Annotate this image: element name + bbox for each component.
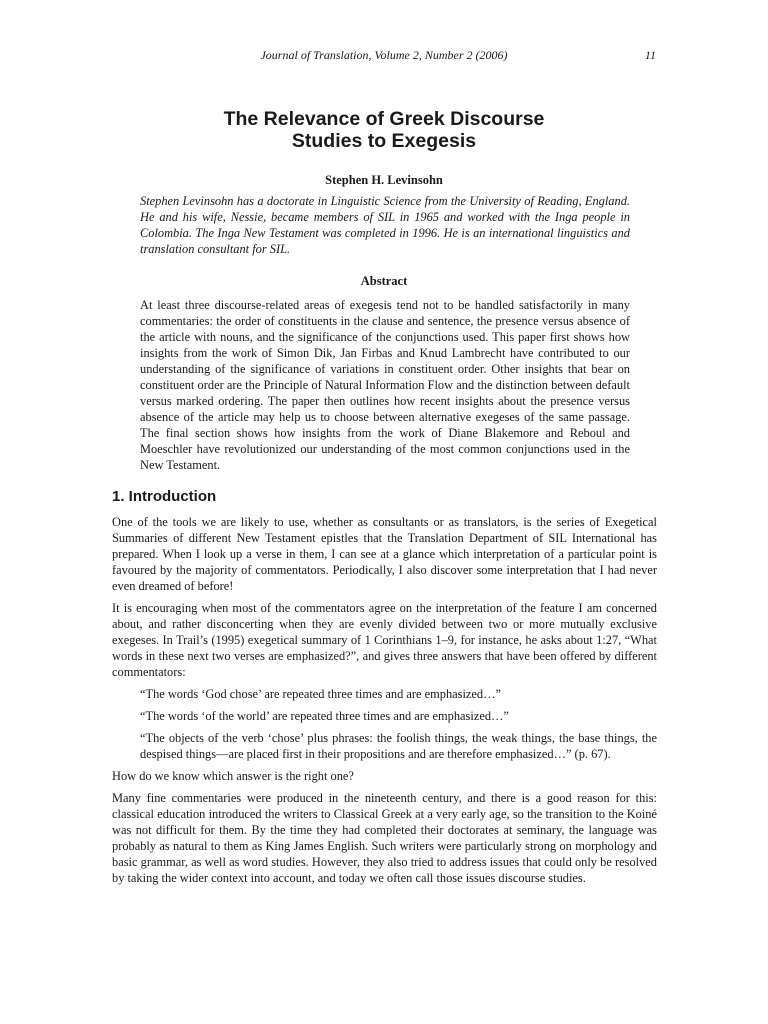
block-quote: “The words ‘of the world’ are repeated three times and are emphasized…” <box>140 709 509 723</box>
section-body <box>112 514 657 892</box>
abstract-heading: Abstract <box>360 274 408 288</box>
body-paragraph: Many fine commentaries were produced in the nineteenth century, and there is a good reason for this: classical education introduced the writers to Classical Greek at a very early age, so the transition to the Koiné was not difficult for them. By the time they had completed their doctorates at seminary, the language was probably as natural to them as King James English. Such writers were particularly strong on morphology and basic grammar, as well as word studies. However, they also tried to address issues that could only be resolved by taking the wider context into account, and today we often call those issues discourse studies. <box>112 791 657 885</box>
body-paragraph: It is encouraging when most of the commentators agree on the interpretation of the feature I am concerned about, and rather disconcerting when they are evenly divided between two or more mutually exclusive exegeses. In Trail’s (1995) exegetical summary of 1 Corinthians 1–9, for instance, he asks about 1:27, “What words in these next two verses are emphasized?”, and gives three answers that have been offered by different commentators: <box>112 601 657 679</box>
author-bio: Stephen Levinsohn has a doctorate in Linguistic Science from the University of Reading, England. He and his wife, Nessie, became members of SIL in 1965 and worked with the Inga people in Colombia. The Inga New Testament was completed in 1996. He is an international linguistics and translation consultant for SIL. <box>140 194 630 256</box>
body-paragraph: How do we know which answer is the right one? <box>112 769 354 783</box>
block-quote: “The words ‘God chose’ are repeated three times and are emphasized…” <box>140 687 501 701</box>
abstract-text: At least three discourse-related areas of exegesis tend not to be handled satisfactorily in many commentaries: the order of constituents in the clause and sentence, the presence versus absence of the article with nouns, and the significance of the conjunctions used. This paper first shows how insights from the work of Simon Dik, Jan Firbas and Knud Lambrecht have contributed to our understanding of the significance of variations in constituent order. Other insights that bear on constituent order are the Principle of Natural Information Flow and the distinction between default versus marked ordering. The paper then outlines how recent insights about the presence versus absence of the article may help us to choose between alternative exegeses of the same passage. The final section shows how insights from the work of Diane Blakemore and Reboul and Moeschler have revolutionized our understanding of the most common conjunctions used in the New Testament. <box>140 298 630 472</box>
journal-citation: Journal of Translation, Volume 2, Number 2 (2006) <box>260 48 508 62</box>
author-name: Stephen H. Levinsohn <box>325 173 443 187</box>
block-quote: “The objects of the verb ‘chose’ plus phrases: the foolish things, the weak things, the base things, the despised things—are placed first in their propositions and are therefore emphasized…” (p. 67). <box>140 731 657 761</box>
article-title <box>0 108 768 152</box>
title-line-2: Studies to Exegesis <box>291 130 477 152</box>
page-number: 11 <box>644 48 656 62</box>
body-paragraph: One of the tools we are likely to use, whether as consultants or as translators, is the series of Exegetical Summaries of different New Testament epistles that the Translation Department of SIL International has prepared. When I look up a verse in them, I can see at a glance which interpretation of a particular point is favoured by the majority of commentators. Periodically, I also discover some interpretation that I had never even dreamed of before! <box>112 515 657 593</box>
title-line-1: The Relevance of Greek Discourse <box>223 108 545 130</box>
section-heading: 1. Introduction <box>112 488 217 505</box>
